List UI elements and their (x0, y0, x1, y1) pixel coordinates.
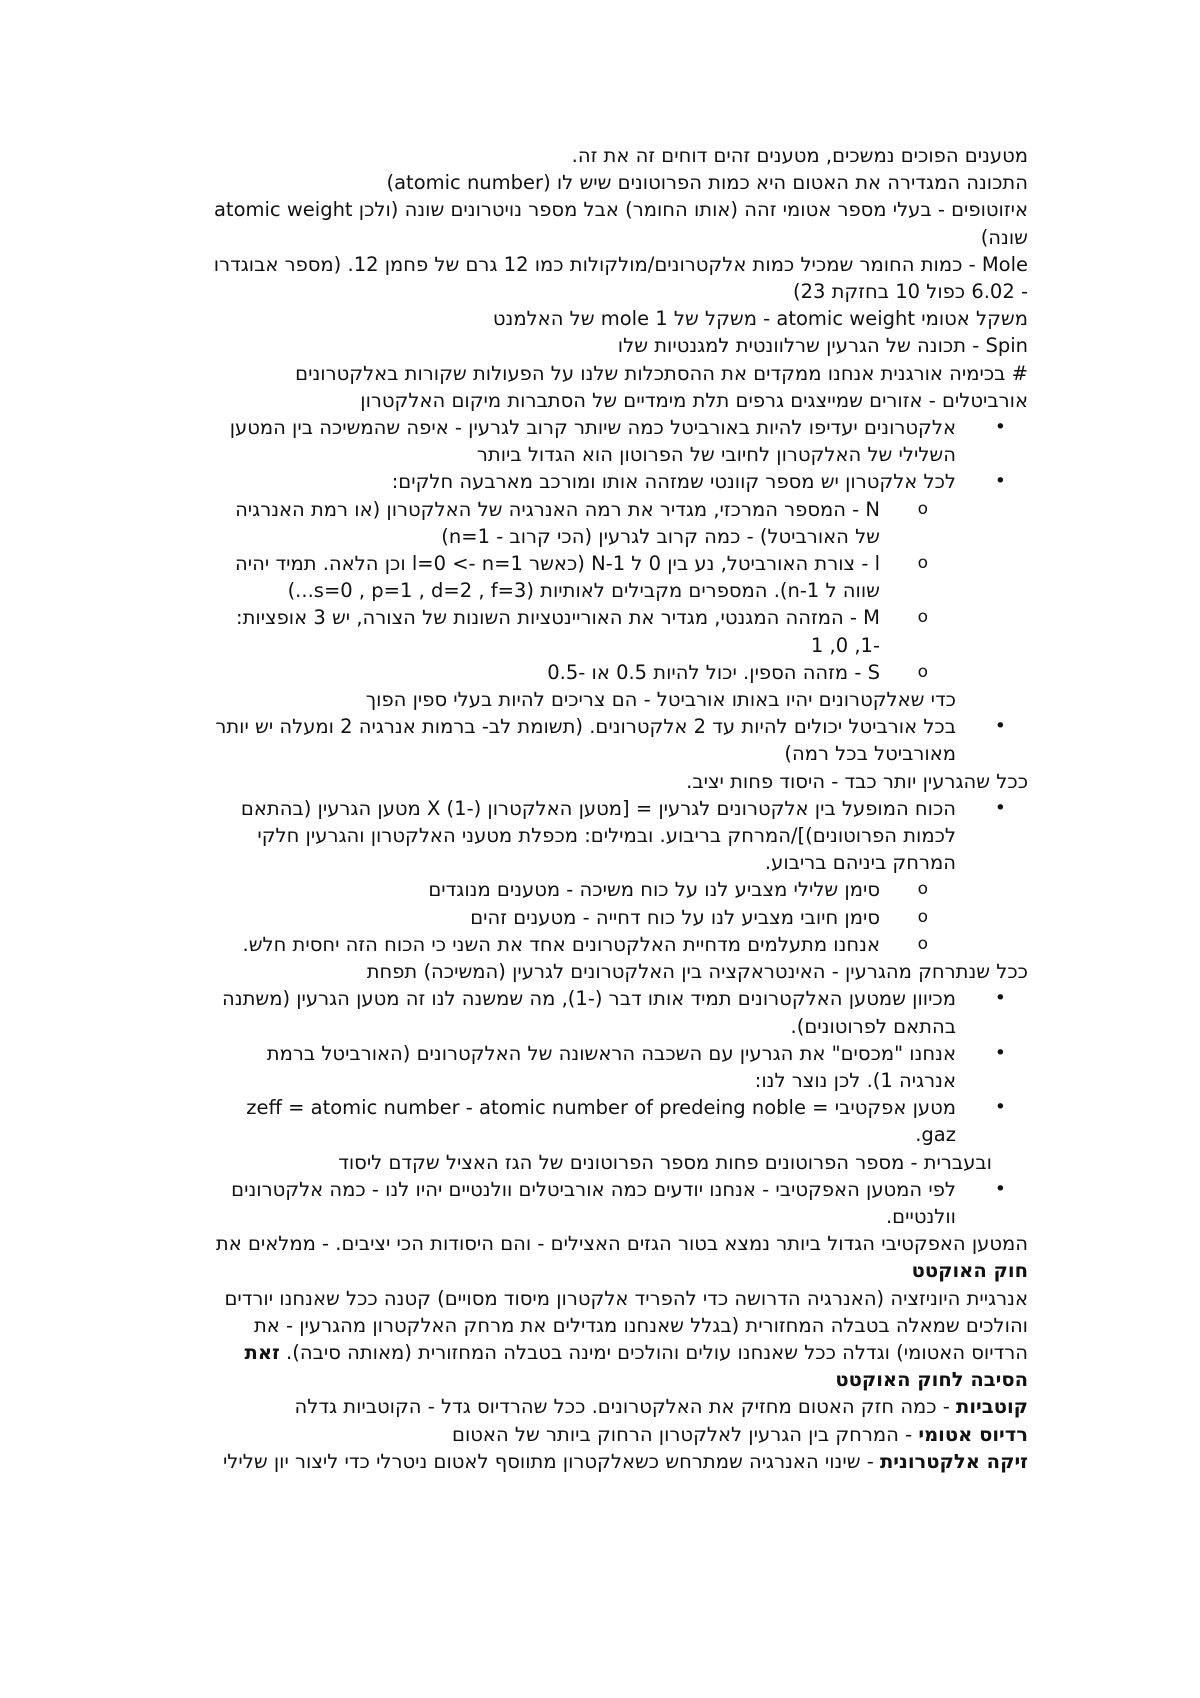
list-item: • לפי המטען האפקטיבי - אנחנו יודעים כמה אורביטלים וולנטיים יהיו לנו - כמה אלקטרונים וולנטיים. (206, 1176, 1028, 1230)
document-body (206, 142, 1028, 1475)
electron-affinity-text: - שינוי האנרגיה שמתרחש כשאלקטרון מתווסף לאטום ניטרלי כדי ליצור יון שלילי (222, 1449, 880, 1473)
orbital-capacity-list (206, 713, 1028, 767)
list-item: o סימן שלילי מצביע לנו על כוח משיכה - מטענים מנוגדים (206, 876, 1028, 903)
polarity-text: - כמה חזק האטום מחזיק את האלקטרונים. ככל שהרדיוס גדל - הקוטביות גדלה (294, 1395, 957, 1419)
list-item: • בכל אורביטל יכולים להיות עד 2 אלקטרונים. (תשומת לב- ברמות אנרגיה 2 ומעלה יש יותר מאורביטל בכל רמה) (206, 713, 1028, 767)
paragraph-electron-affinity (206, 1448, 1028, 1475)
octet-reason-term: זאת הסיבה לחוק האוקטט (244, 1340, 1028, 1392)
paragraph-atomic-number: התכונה המגדירה את האטום היא כמות הפרוטונים שיש לו (atomic number) (386, 171, 1028, 195)
paragraph-noble-gases (206, 1230, 1028, 1284)
effective-charge-list (206, 985, 1028, 1148)
force-sign-list (206, 876, 1028, 958)
electron-affinity-term: זיקה אלקטרונית (879, 1449, 1028, 1473)
quantum-numbers-list (206, 496, 1028, 686)
list-item: • אנחנו "מכסים" את הגרעין עם השכבה הראשונה של האלקטרונים (האורביטל ברמת אנרגיה 1). לכן נוצר לנו: (206, 1040, 1028, 1094)
ionization-text: אנרגיית היוניזציה (האנרגיה הדרושה כדי להפריד אלקטרון מיסוד מסויים) קטנה ככל שאנחנו יורדים והולכים שמאלה בטבלה המחזורית (בגלל שאנחנו מגדילים את מרחק האלקטרון מהגרעין - את הרדיוס האטומי) וגדלה ככל שאנחנו עולים והולכים ימינה בטבלה המחזורית (מאותה סיבה). (224, 1286, 1028, 1364)
list-item: • לכל אלקטרון יש מספר קוונטי שמזהה אותו ומורכב מארבעה חלקים: (206, 468, 1028, 495)
list-item: • מכיוון שמטען האלקטרונים תמיד אותו דבר (-1), מה שמשנה לנו זה מטען הגרעין (משתנה בהתאם לפרוטונים). (206, 985, 1028, 1039)
list-item: o S - מזהה הספין. יכול להיות 0.5 או -0.5 (206, 659, 1028, 686)
paragraph-charges: מטענים הפוכים נמשכים, מטענים זהים דוחים זה את זה. (571, 144, 1028, 167)
paragraph-nucleus-stability: ככל שהגרעין יותר כבד - היסוד פחות יציב. (686, 769, 1028, 793)
list-item: o N - המספר המרכזי, מגדיר את רמה האנרגיה של האלקטרון (או רמת האנרגיה של האורביטל) - כמה קרוב לגרעין (הכי קרוב - n=1) (206, 496, 1028, 550)
paragraph-isotopes: איזוטופים - בעלי מספר אטומי זהה (אותו החומר) אבל מספר נויטרונים שונה (ולכן atomic weight שונה) (213, 198, 1028, 249)
valence-list (206, 1176, 1028, 1230)
list-item: o l - צורת האורביטל, נע בין 0 ל N-1 (כאשר l=0 <- n=1 וכן הלאה. תמיד יהיה שווה ל n-1). המספרים מקבילים לאותיות (s=0 , p=1 , d=2 , f=3...) (206, 550, 1028, 604)
paragraph-atomic-radius (206, 1421, 1028, 1448)
spin-note: כדי שאלקטרונים יהיו באותו אורביטל - הם צריכים להיות בעלי ספין הפוך (365, 688, 956, 712)
paragraph-atomic-weight: משקל אטומי atomic weight - משקל של mole 1 של האלמנט (492, 307, 1028, 331)
octet-rule-term: חוק האוקטט (911, 1259, 1028, 1283)
list-item: • אלקטרונים יעדיפו להיות באורביטל כמה שיותר קרוב לגרעין - איפה שהמשיכה בין המטען השלילי של האלקטרון לחיובי של הפרוטון הוא הגדול ביותר (206, 414, 1028, 468)
list-item: • הכוח המופעל בין אלקטרונים לגרעין = [מטען האלקטרון (-1) X מטען הגרעין (בהתאם לכמות הפרוטונים)]/המרחק בריבוע. ובמילים: מכפלת מטעני האלקטרון והגרעין חלקי המרחק ביניהם בריבוע. (206, 795, 1028, 877)
paragraph-spin: Spin - תכונה של הגרעין שרלוונטית למגנטיות שלו (617, 334, 1028, 358)
force-list (206, 795, 1028, 877)
paragraph-mole: Mole - כמות החומר שמכיל כמות אלקטרונים/מולקולות כמו 12 גרם של פחמן 12. (מספר אבוגדרו - 6.02 כפול 10 בחזקת 23) (213, 252, 1028, 304)
paragraph-distance: ככל שנתרחק מהגרעין - האינטראקציה בין האלקטרונים לגרעין (המשיכה) תפחת (366, 960, 1028, 984)
list-item: o סימן חיובי מצביע לנו על כוח דחייה - מטענים זהים (206, 904, 1028, 931)
list-item: o M - המזהה המגנטי, מגדיר את האוריינטציות השונות של הצורה, יש 3 אופציות: -1, 0, 1 (206, 604, 1028, 658)
paragraph-orbitals: # בכימיה אורגנית אנחנו ממקדים את ההסתכלות שלנו על הפעולות שקורות באלקטרונים אורביטלים - אזורים שמייצגים גרפים תלת מימדיים של הסתברות מיקום האלקטרון (295, 361, 1028, 412)
paragraph-ionization (206, 1285, 1028, 1394)
noble-gases-text: המטען האפקטיבי הגדול ביותר נמצא בטור הגזים האצילים - והם היסודות הכי יציבים. - ממלאים את (215, 1232, 1028, 1256)
atomic-radius-text: - המרחק בין הגרעין לאלקטרון הרחוק ביותר של האטום (452, 1422, 919, 1446)
atomic-radius-term: רדיוס אטומי (918, 1422, 1028, 1446)
list-item: o אנחנו מתעלמים מדחיית האלקטרונים אחד את השני כי הכוח הזה יחסית חלש. (206, 931, 1028, 958)
orbitals-list (206, 414, 1028, 496)
list-item: • מטען אפקטיבי = zeff = atomic number - atomic number of predeing noble gaz. (206, 1094, 1028, 1148)
paragraph-polarity (206, 1393, 1028, 1420)
polarity-term: קוטביות (956, 1395, 1028, 1419)
effective-charge-hebrew: ובעברית - מספר הפרוטונים פחות מספר הפרוטונים של הגז האציל שקדם ליסוד (338, 1150, 992, 1174)
